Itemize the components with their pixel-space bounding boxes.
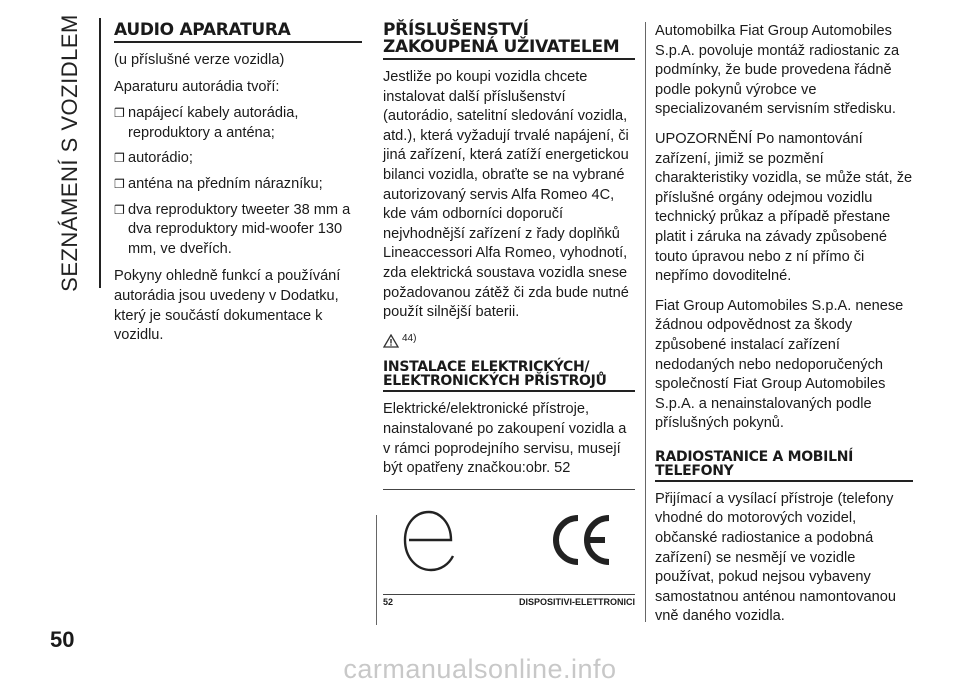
audio-component-list [114, 104, 362, 259]
list-item-text: anténa na předním nárazníku; [128, 175, 323, 192]
radio-paragraph-1: Automobilka Fiat Group Automobiles S.p.A. povoluje montáž radiostanic za podmínky, že bude provedena řádně podle pokynů výrobce ve specializovaném servisním středisku. [655, 23, 900, 118]
watermark: carmanualsonline.info [343, 654, 617, 684]
figure-caption [383, 594, 635, 608]
audio-subtitle: (u příslušné verze vozidla) [114, 52, 285, 68]
figure-marks [383, 489, 635, 594]
section-side-title [50, 14, 90, 292]
list-item [114, 201, 362, 260]
heading-audio: AUDIO APARATURA [114, 22, 362, 43]
list-item-text: napájecí kabely autorádia, reproduktory a anténa; [128, 105, 299, 141]
accessories-paragraph: Jestliže po koupi vozidla chcete instalovat další příslušenství (autorádio, satelitní sledování vozidla, atd.), která vyžadují trvalé napájení, či jiná zařízení, která zatíží energetickou bilanci vozidla, obraťte se na vybrané autorizovaný servis Alfa Romeo 4C, kde vám odborníci doporučí nejvhodnější zařízení z řady doplňků Lineaccessori Alfa Romeo, vyhodnotí, zda elektrická soustava vozidla snese požadovanou zátěž či zda bude nutné použít silnější baterii. [383, 69, 629, 321]
installation-paragraph: Elektrické/elektronické přístroje, nainstalované po zakoupení vozidla a v rámci poprodejního servisu, musejí být opatřeny značkou:obr. 52 [383, 401, 627, 477]
checkbox-bullet-icon: ❒ [114, 151, 125, 166]
page-number: 50 [50, 627, 75, 652]
checkbox-bullet-icon: ❒ [114, 202, 125, 217]
figure-code: DISPOSITIVI-ELETTRONICI [518, 596, 635, 607]
list-item [114, 149, 362, 169]
list-item [114, 175, 362, 195]
heading-accessories: PŘÍSLUŠENSTVÍ ZAKOUPENÁ UŽIVATELEM [383, 22, 635, 60]
conformity-marks [383, 500, 635, 590]
heading-radio-phones: RADIOSTANICE A MOBILNÍ TELEFONY [655, 450, 913, 482]
heading-installation: INSTALACE ELEKTRICKÝCH/ ELEKTRONICKÝCH PŘÍSTROJŮ [383, 360, 635, 392]
checkbox-bullet-icon: ❒ [114, 176, 125, 191]
section-divider-line [99, 18, 101, 288]
ce-mark-symbol [556, 518, 609, 562]
radio-paragraph-3: Fiat Group Automobiles S.p.A. nenese žádnou odpovědnost za škody způsobené instalací zařízení nedodaných nebo nedoporučených společností Fiat Group Automobiles S.p.A. a nenainstalovaných podle příslušných pokynů. [655, 297, 904, 432]
list-item-text: autorádio; [128, 150, 193, 167]
list-item-text: dva reproduktory tweeter 38 mm a dva reproduktory mid-woofer 130 mm, ve dveřích. [128, 201, 351, 257]
figure-divider [376, 515, 377, 625]
column-divider [645, 22, 646, 622]
radio-warning-paragraph: UPOZORNĚNÍ Po namontování zařízení, jimiž se pozmění charakteristiky vozidla, se může stát, že příslušné orgány odejmou vozidlu technický průkaz a případě přestane platit i záruka na závady způsobené touto úpravou nebo z ní přímo či nepřímo dovoditelné. [655, 130, 913, 285]
list-item [114, 104, 362, 143]
radio-paragraph-4: Přijímací a vysílací přístroje (telefony vhodné do motorových vozidel, občanské radiostanice a podobná zařízení) se nesmějí ve vozidle používat, pokud nejsou vybaveny samostatnou anténou namontovanou vně daného vozidla. [655, 490, 896, 625]
checkbox-bullet-icon: ❒ [114, 106, 125, 121]
column-accessories [383, 22, 635, 608]
audio-outro: Pokyny ohledně funkcí a používání autorádia jsou uvedeny v Dodatku, který je součástí dokumentace k vozidlu. [114, 268, 341, 344]
warning-reference-number: 44) [402, 332, 417, 344]
column-radio [655, 22, 913, 637]
figure-number: 52 [383, 596, 394, 607]
warning-reference [383, 329, 635, 349]
audio-intro: Aparaturu autorádia tvoří: [114, 78, 280, 95]
section-side-title-text: SEZNÁMENÍ S VOZIDLEM [57, 14, 82, 292]
e-mark-symbol [405, 512, 453, 570]
warning-triangle-icon [383, 334, 399, 348]
column-audio [114, 22, 362, 353]
